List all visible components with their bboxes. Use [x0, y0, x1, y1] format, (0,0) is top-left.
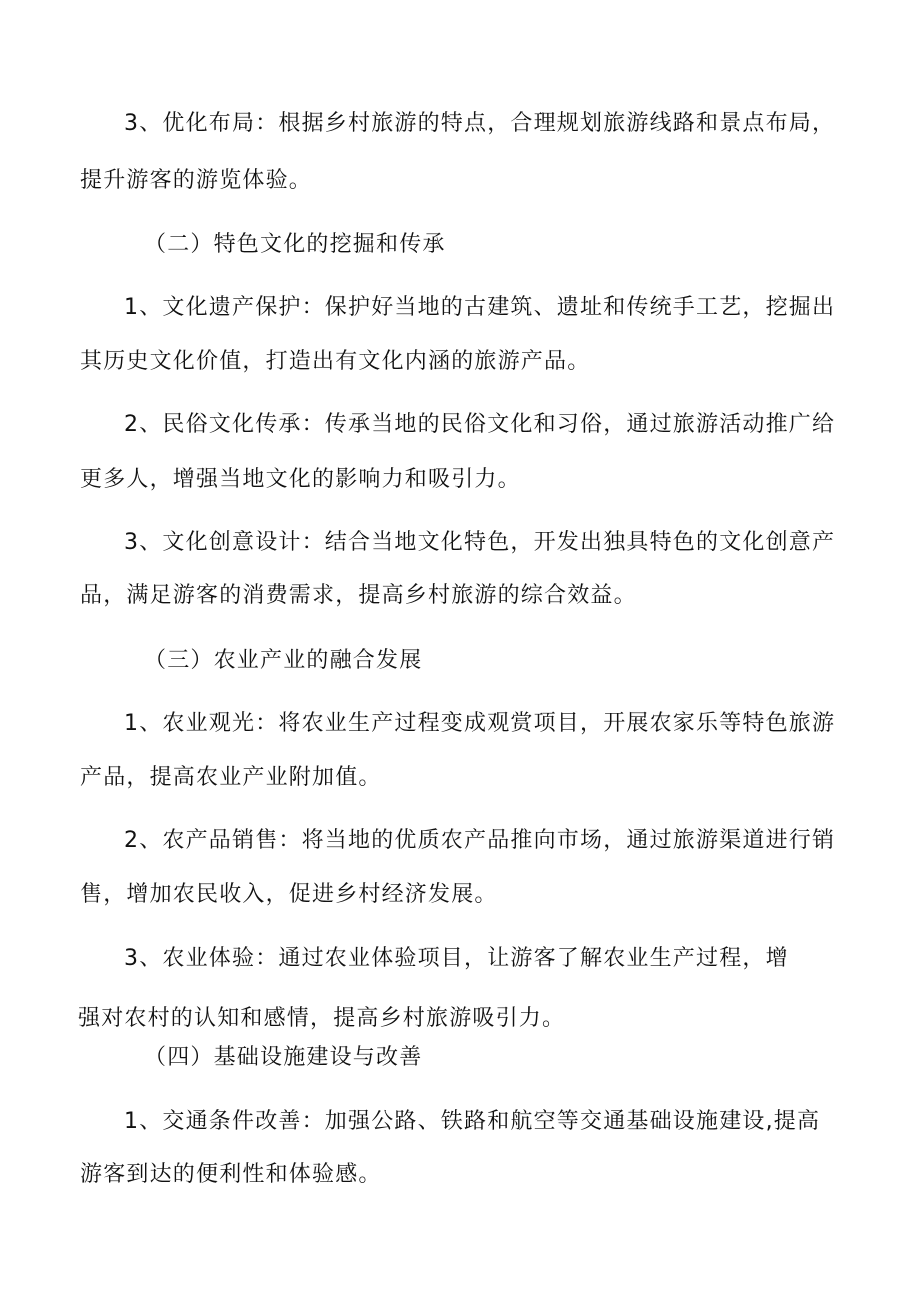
paragraph-line: 品，满足游客的消费需求，提高乡村旅游的综合效益。 — [80, 583, 637, 608]
paragraph-line: 3、优化布局：根据乡村旅游的特点，合理规划旅游线路和景点布局， — [124, 111, 836, 136]
paragraph-line: 提升游客的游览体验。 — [80, 168, 313, 193]
paragraph-line: 产品，提高农业产业附加值。 — [80, 765, 382, 790]
paragraph-line: 3、文化创意设计：结合当地文化特色，开发出独具特色的文化创意产 — [124, 530, 836, 555]
paragraph-line: 1、农业观光：将农业生产过程变成观赏项目，开展农家乐等特色旅游 — [124, 711, 836, 736]
paragraph-line: 游客到达的便利性和体验感。 — [80, 1162, 382, 1187]
section-heading: （二）特色文化的挖掘和传承 — [144, 232, 446, 257]
paragraph-line: 1、文化遗产保护：保护好当地的古建筑、遗址和传统手工艺，挖掘出 — [124, 295, 836, 320]
paragraph-line: 1、交通条件改善：加强公路、铁路和航空等交通基础设施建设,提高 — [124, 1109, 821, 1134]
paragraph-line: 强对农村的认知和感情，提高乡村旅游吸引力。 — [78, 1006, 566, 1031]
section-heading: （三）农业产业的融合发展 — [144, 648, 423, 673]
paragraph-line: 更多人，增强当地文化的影响力和吸引力。 — [80, 467, 521, 492]
paragraph-line: 2、农产品销售：将当地的优质农产品推向市场，通过旅游渠道进行销 — [124, 828, 836, 853]
paragraph-line: 售，增加农民收入，促进乡村经济发展。 — [80, 882, 498, 907]
paragraph-line: 2、民俗文化传承：传承当地的民俗文化和习俗，通过旅游活动推广给 — [124, 412, 836, 437]
paragraph-line: 3、农业体验：通过农业体验项目，让游客了解农业生产过程，增 — [124, 946, 789, 971]
paragraph-line: 其历史文化价值，打造出有文化内涵的旅游产品。 — [80, 349, 591, 374]
section-heading: （四）基础设施建设与改善 — [144, 1045, 423, 1070]
